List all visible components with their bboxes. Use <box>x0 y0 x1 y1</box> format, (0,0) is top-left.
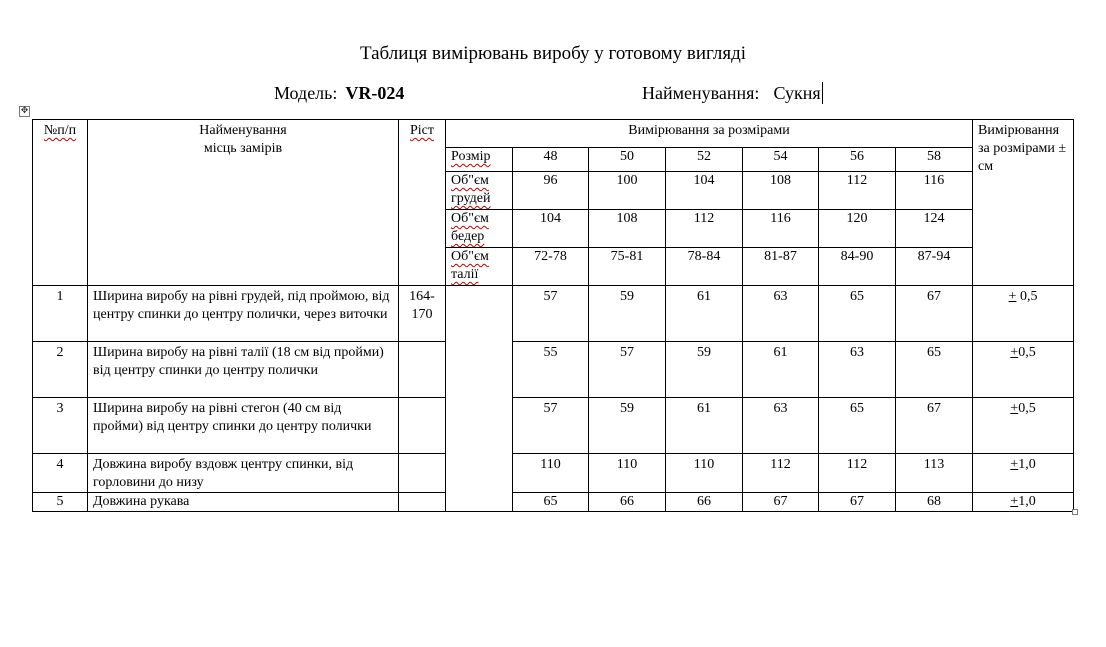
hips-cell: 104 <box>513 210 589 248</box>
document-title: Таблиця вимірювань виробу у готовому вигляді <box>359 43 747 64</box>
hips-cell: 120 <box>819 210 896 248</box>
size-cell: 58 <box>896 148 973 172</box>
model-value: VR-024 <box>345 83 405 103</box>
header-name-line1: Найменування <box>199 123 287 138</box>
row-height <box>399 493 446 512</box>
row-value: 110 <box>513 454 589 493</box>
row-height <box>399 342 446 398</box>
row-value: 57 <box>513 398 589 454</box>
row-value: 61 <box>666 286 743 342</box>
row-value: 59 <box>589 286 666 342</box>
chest-cell: 108 <box>743 172 819 210</box>
row-value: 66 <box>666 493 743 512</box>
hips-cell: 124 <box>896 210 973 248</box>
header-name <box>88 120 399 286</box>
waist-cell: 84-90 <box>819 248 896 286</box>
waist-cell: 75-81 <box>589 248 666 286</box>
name-label: Найменування: <box>642 83 760 103</box>
name-value: Сукня <box>773 83 821 103</box>
chest-row-label: Об"єм грудей <box>446 172 513 210</box>
size-row-label: Розмір <box>446 148 513 172</box>
hips-cell: 108 <box>589 210 666 248</box>
row-value: 67 <box>743 493 819 512</box>
chest-cell: 96 <box>513 172 589 210</box>
chest-cell: 100 <box>589 172 666 210</box>
row-value: 61 <box>666 398 743 454</box>
row-height <box>399 454 446 493</box>
row-value: 61 <box>743 342 819 398</box>
empty-merged-cell <box>446 286 513 512</box>
row-number: 1 <box>33 286 88 342</box>
chest-cell: 116 <box>896 172 973 210</box>
size-cell: 56 <box>819 148 896 172</box>
table-row <box>33 454 1074 493</box>
model-label: Модель: <box>274 83 338 103</box>
row-name: Довжина виробу вздовж центру спинки, від горловини до низу <box>88 454 399 493</box>
row-tolerance: +0,5 <box>973 398 1074 454</box>
row-value: 68 <box>896 493 973 512</box>
header-number: №п/п <box>33 120 88 286</box>
header-height: Ріст <box>399 120 446 286</box>
text-cursor <box>822 82 823 104</box>
row-value: 110 <box>666 454 743 493</box>
row-value: 65 <box>819 398 896 454</box>
row-value: 55 <box>513 342 589 398</box>
size-cell: 54 <box>743 148 819 172</box>
row-value: 67 <box>896 286 973 342</box>
header-name-line2: місць замірів <box>203 141 283 156</box>
row-tolerance: + 0,5 <box>973 286 1074 342</box>
row-value: 112 <box>743 454 819 493</box>
row-height: 164-170 <box>399 286 446 342</box>
table-row <box>33 398 1074 454</box>
row-name: Ширина виробу на рівні грудей, під проймою, від центру спинки до центру полички, через виточки <box>88 286 399 342</box>
row-number: 2 <box>33 342 88 398</box>
row-name: Ширина виробу на рівні стегон (40 см від пройми) від центру спинки до центру полички <box>88 398 399 454</box>
hips-cell: 112 <box>666 210 743 248</box>
row-number: 5 <box>33 493 88 512</box>
row-value: 67 <box>819 493 896 512</box>
row-value: 59 <box>589 398 666 454</box>
row-value: 57 <box>513 286 589 342</box>
row-value: 112 <box>819 454 896 493</box>
row-tolerance: +1,0 <box>973 454 1074 493</box>
row-value: 65 <box>896 342 973 398</box>
table-move-handle-icon[interactable]: ✥ <box>20 106 29 116</box>
measurements-table <box>32 119 1074 512</box>
size-cell: 50 <box>589 148 666 172</box>
waist-row-label: Об"єм талії <box>446 248 513 286</box>
table-row <box>33 493 1074 512</box>
table-row <box>33 342 1074 398</box>
chest-cell: 112 <box>819 172 896 210</box>
row-value: 59 <box>666 342 743 398</box>
table-row <box>33 286 1074 342</box>
size-cell: 48 <box>513 148 589 172</box>
row-value: 57 <box>589 342 666 398</box>
waist-cell: 72-78 <box>513 248 589 286</box>
row-name: Ширина виробу на рівні талії (18 см від пройми) від центру спинки до центру полички <box>88 342 399 398</box>
row-value: 113 <box>896 454 973 493</box>
row-tolerance: +0,5 <box>973 342 1074 398</box>
model-line <box>274 82 404 104</box>
row-value: 67 <box>896 398 973 454</box>
row-value: 63 <box>743 286 819 342</box>
size-cell: 52 <box>666 148 743 172</box>
hips-row-label: Об"єм бедер <box>446 210 513 248</box>
row-tolerance: +1,0 <box>973 493 1074 512</box>
waist-cell: 81-87 <box>743 248 819 286</box>
row-height <box>399 398 446 454</box>
waist-cell: 87-94 <box>896 248 973 286</box>
row-value: 65 <box>819 286 896 342</box>
name-line <box>642 82 823 104</box>
row-value: 66 <box>589 493 666 512</box>
chest-cell: 104 <box>666 172 743 210</box>
hips-cell: 116 <box>743 210 819 248</box>
waist-cell: 78-84 <box>666 248 743 286</box>
row-value: 65 <box>513 493 589 512</box>
table-resize-handle[interactable] <box>1072 509 1078 515</box>
header-tolerance: Вимірювання за розмірами ± см <box>973 120 1074 286</box>
row-number: 4 <box>33 454 88 493</box>
row-value: 110 <box>589 454 666 493</box>
row-value: 63 <box>743 398 819 454</box>
header-measurements: Вимірювання за розмірами <box>446 120 973 148</box>
row-value: 63 <box>819 342 896 398</box>
row-number: 3 <box>33 398 88 454</box>
row-name: Довжина рукава <box>88 493 399 512</box>
